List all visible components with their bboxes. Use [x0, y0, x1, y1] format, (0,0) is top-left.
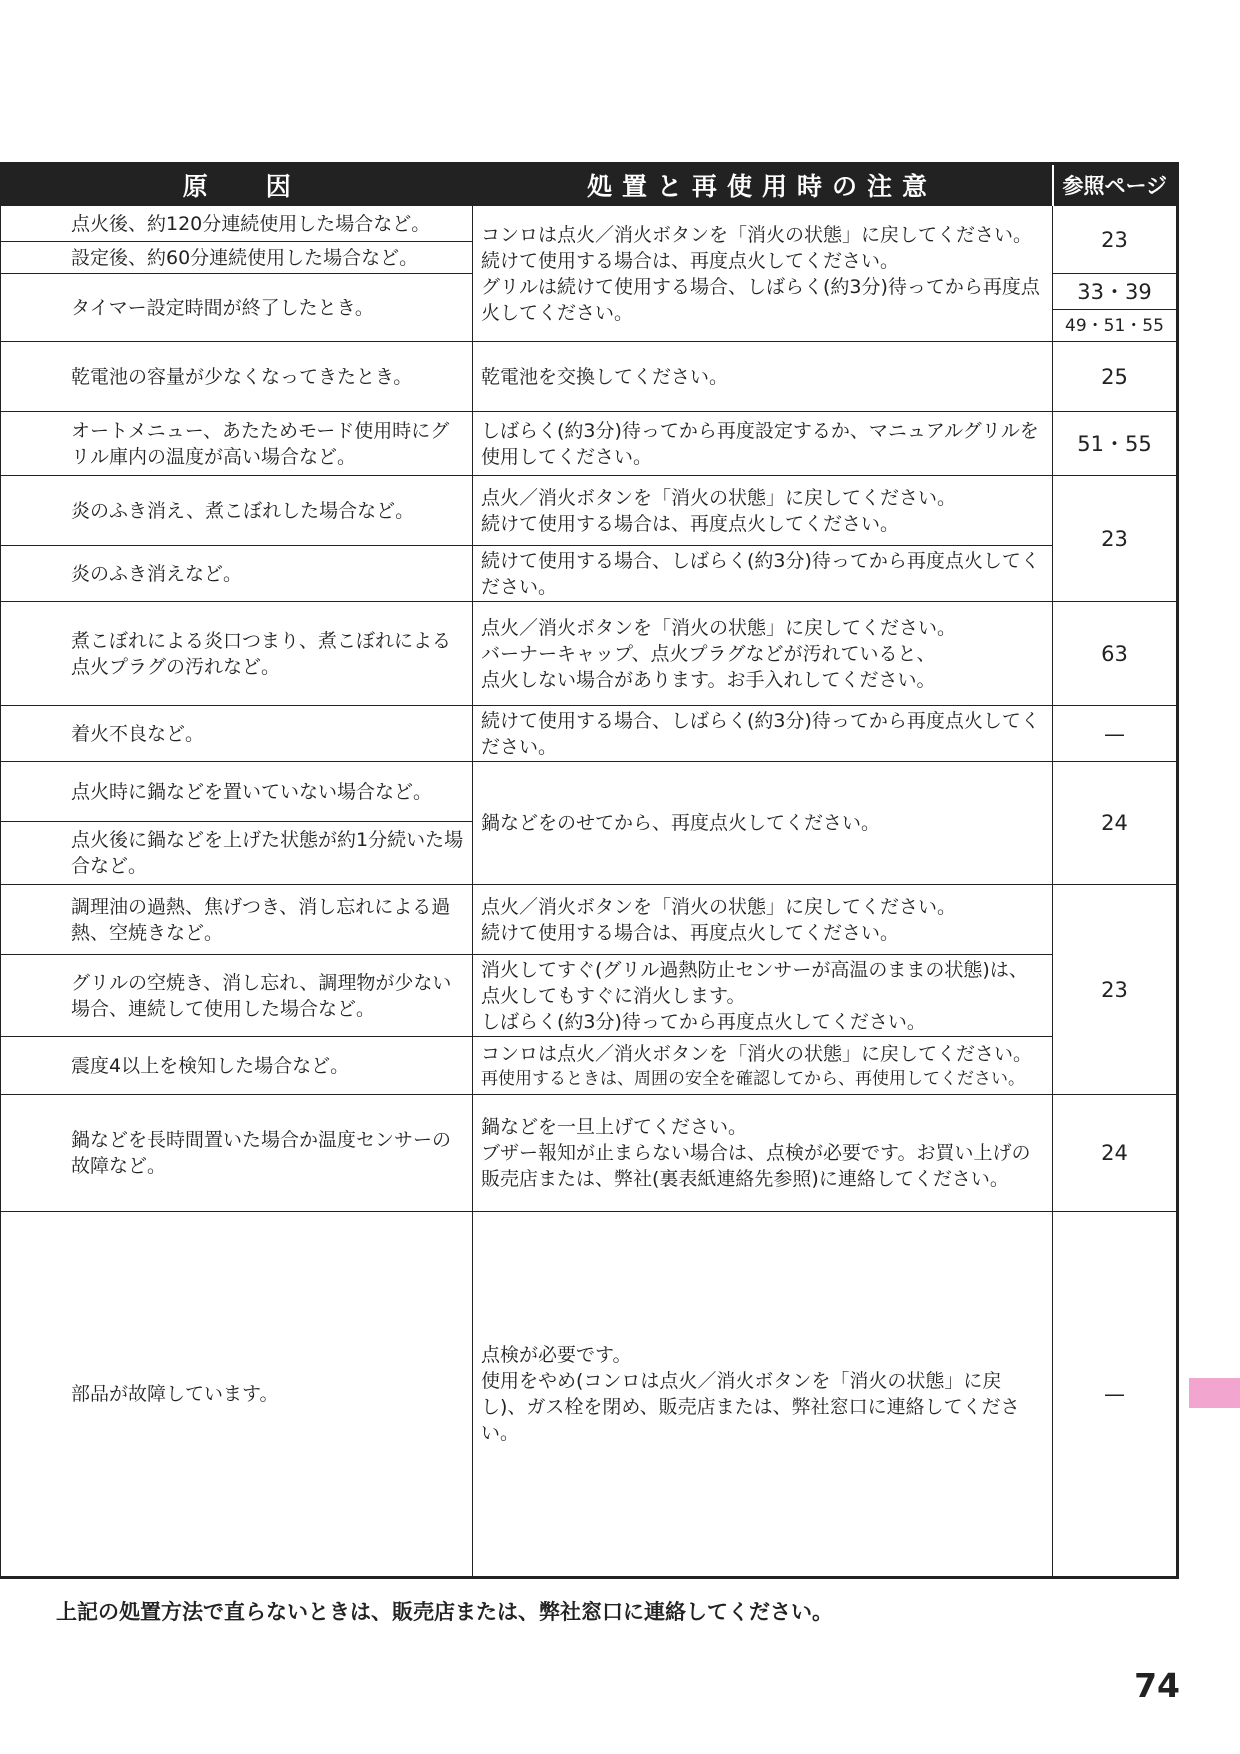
ref-cell: 63	[1053, 602, 1178, 706]
action-cell: しばらく(約3分)待ってから再度設定するか、マニュアルグリルを使用してください。	[473, 412, 1053, 476]
cause-cell: 部品が故障しています。	[0, 1212, 473, 1578]
action-cell: 乾電池を交換してください。	[473, 342, 1053, 412]
action-cell	[473, 1037, 1053, 1095]
table-row	[0, 602, 1178, 706]
ref-cell: 49・51・55	[1053, 310, 1178, 342]
ref-cell: 25	[1053, 342, 1178, 412]
footer-note: 上記の処置方法で直らないときは、販売店または、弊社窓口に連絡してください。	[56, 1600, 833, 1624]
cause-cell: 震度4以上を検知した場合など。	[0, 1037, 473, 1095]
action-cell: 続けて使用する場合、しばらく(約3分)待ってから再度点火してください。	[473, 546, 1053, 602]
action-cell: 鍋などを一旦上げてください。 ブザー報知が止まらない場合は、点検が必要です。お買い上げの販売店または、弊社(裏表紙連絡先参照)に連絡してください。	[473, 1095, 1053, 1212]
header-cause: 原因	[0, 164, 473, 206]
action-cell: 消火してすぐ(グリル過熱防止センサーが高温のままの状態)は、点火してもすぐに消火します。 しばらく(約3分)待ってから再度点火してください。	[473, 955, 1053, 1037]
cause-cell: 調理油の過熱、焦げつき、消し忘れによる過熱、空焼きなど。	[0, 885, 473, 955]
table-row	[0, 476, 1178, 546]
table-row	[0, 412, 1178, 476]
ref-cell: —	[1053, 706, 1178, 762]
cause-cell: 設定後、約60分連続使用した場合など。	[0, 242, 473, 274]
table-row	[0, 206, 1178, 242]
action-cell: 点火／消火ボタンを「消火の状態」に戻してください。 続けて使用する場合は、再度点火してください。	[473, 476, 1053, 546]
troubleshooting-table	[0, 162, 1179, 1579]
table-row	[0, 706, 1178, 762]
action-cell: コンロは点火／消火ボタンを「消火の状態」に戻してください。 続けて使用する場合は、再度点火してください。 グリルは続けて使用する場合、しばらく(約3分)待ってから再度点火してください。	[473, 206, 1053, 342]
action-cell: 点検が必要です。 使用をやめ(コンロは点火／消火ボタンを「消火の状態」に戻し)、ガス栓を閉め、販売店または、弊社窓口に連絡してください。	[473, 1212, 1053, 1578]
cause-cell: 炎のふき消え、煮こぼれした場合など。	[0, 476, 473, 546]
cause-cell: 点火後に鍋などを上げた状態が約1分続いた場合など。	[0, 822, 473, 885]
action-line-small: 再使用するときは、周囲の安全を確認してから、再使用してください。	[481, 1068, 1025, 1089]
ref-cell: 33・39	[1053, 274, 1178, 310]
cause-cell: 鍋などを長時間置いた場合か温度センサーの故障など。	[0, 1095, 473, 1212]
header-ref: 参照ページ	[1053, 164, 1178, 206]
page-number: 74	[1134, 1666, 1180, 1705]
cause-cell: 着火不良など。	[0, 706, 473, 762]
cause-cell: 炎のふき消えなど。	[0, 546, 473, 602]
action-cell: 続けて使用する場合、しばらく(約3分)待ってから再度点火してください。	[473, 706, 1053, 762]
action-cell: 鍋などをのせてから、再度点火してください。	[473, 762, 1053, 885]
ref-cell: —	[1053, 1212, 1178, 1578]
table-row	[0, 1095, 1178, 1212]
table-row	[0, 342, 1178, 412]
header-action: 処置と再使用時の注意	[473, 164, 1053, 206]
table-header	[0, 164, 1178, 206]
ref-cell: 24	[1053, 762, 1178, 885]
table-row	[0, 955, 1178, 1037]
action-cell: 点火／消火ボタンを「消火の状態」に戻してください。 バーナーキャップ、点火プラグなどが汚れていると、 点火しない場合があります。お手入れしてください。	[473, 602, 1053, 706]
table-row	[0, 885, 1178, 955]
table-row	[0, 1037, 1178, 1095]
cause-cell: 点火時に鍋などを置いていない場合など。	[0, 762, 473, 822]
action-line: コンロは点火／消火ボタンを「消火の状態」に戻してください。	[481, 1042, 1033, 1065]
ref-cell: 23	[1053, 476, 1178, 602]
table-row	[0, 546, 1178, 602]
cause-cell: 乾電池の容量が少なくなってきたとき。	[0, 342, 473, 412]
ref-cell: 23	[1053, 206, 1178, 274]
ref-cell: 51・55	[1053, 412, 1178, 476]
cause-cell: グリルの空焼き、消し忘れ、調理物が少ない場合、連続して使用した場合など。	[0, 955, 473, 1037]
cause-cell: 点火後、約120分連続使用した場合など。	[0, 206, 473, 242]
action-cell: 点火／消火ボタンを「消火の状態」に戻してください。 続けて使用する場合は、再度点火してください。	[473, 885, 1053, 955]
cause-cell: オートメニュー、あたためモード使用時にグリル庫内の温度が高い場合など。	[0, 412, 473, 476]
cause-cell: タイマー設定時間が終了したとき。	[0, 274, 473, 342]
ref-cell: 23	[1053, 885, 1178, 1095]
index-tab	[1189, 1378, 1240, 1408]
table-row	[0, 1212, 1178, 1578]
ref-cell: 24	[1053, 1095, 1178, 1212]
cause-cell: 煮こぼれによる炎口つまり、煮こぼれによる点火プラグの汚れなど。	[0, 602, 473, 706]
table-row	[0, 762, 1178, 822]
